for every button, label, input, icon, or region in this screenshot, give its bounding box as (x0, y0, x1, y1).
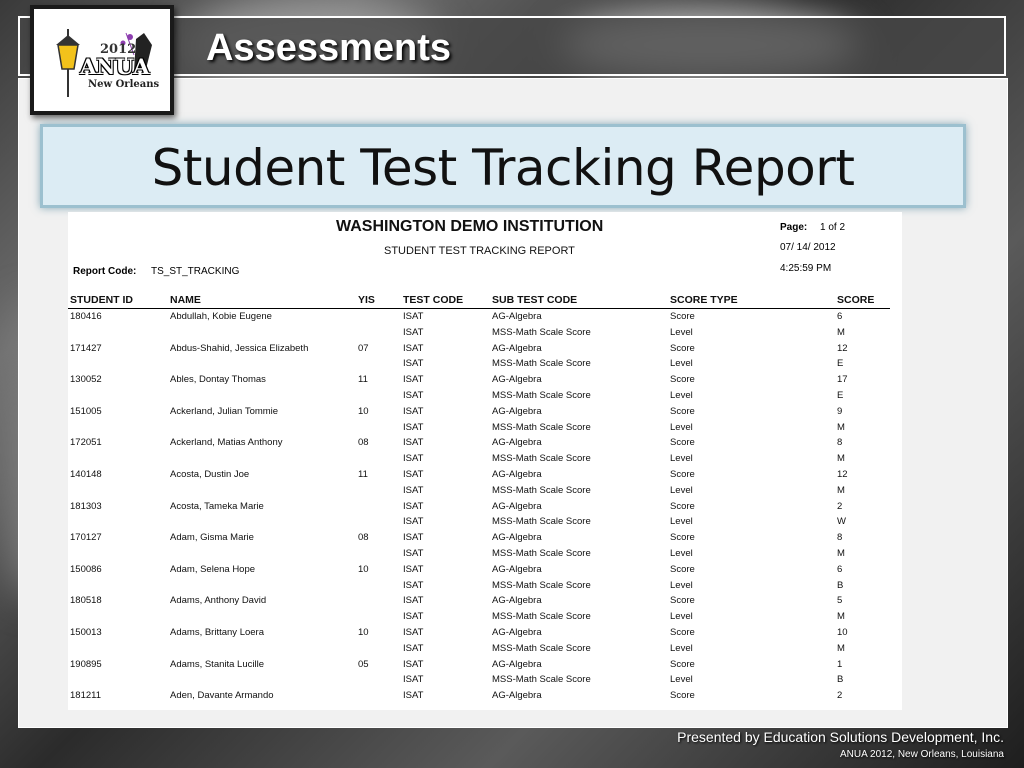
cell-score-type: Score (670, 468, 695, 480)
cell-score-type: Level (670, 611, 693, 623)
cell-test-code: ISAT (403, 626, 424, 638)
cell-score: M (837, 547, 845, 559)
cell-score-type: Score (670, 342, 695, 354)
cell-score-type: Score (670, 374, 695, 386)
cell-yis: 10 (358, 405, 369, 417)
cell-name: Acosta, Dustin Joe (170, 468, 250, 480)
table-row (68, 689, 890, 705)
cell-sub-test-code: MSS-Math Scale Score (492, 358, 591, 370)
cell-score-type: Score (670, 311, 695, 322)
table-row (68, 626, 890, 642)
cell-sub-test-code: MSS-Math Scale Score (492, 421, 591, 433)
cell-sub-test-code: AG-Algebra (492, 374, 542, 386)
cell-score: 6 (837, 311, 843, 322)
cell-name: Ackerland, Matias Anthony (170, 437, 283, 449)
cell-student-id: 151005 (70, 405, 102, 417)
cell-student-id: 130052 (70, 374, 102, 386)
header-sub-test-code: SUB TEST CODE (492, 294, 578, 306)
cell-score-type: Level (670, 326, 693, 338)
cell-score: 12 (837, 342, 848, 354)
header-yis: YIS (358, 294, 375, 306)
cell-test-code: ISAT (403, 642, 424, 654)
logo-city: New Orleans (88, 79, 160, 90)
cell-sub-test-code: MSS-Math Scale Score (492, 642, 591, 654)
cell-yis: 10 (358, 626, 369, 638)
cell-student-id: 172051 (70, 437, 102, 449)
table-row (68, 405, 890, 421)
table-row (68, 342, 890, 358)
cell-student-id: 170127 (70, 532, 102, 544)
table-row (68, 310, 890, 326)
cell-score-type: Score (670, 595, 695, 607)
cell-sub-test-code: AG-Algebra (492, 437, 542, 449)
cell-student-id: 140148 (70, 468, 102, 480)
cell-name: Acosta, Tameka Marie (170, 500, 264, 512)
cell-test-code: ISAT (403, 579, 424, 591)
cell-student-id: 180518 (70, 595, 102, 607)
cell-name: Adams, Anthony David (170, 595, 267, 607)
cell-sub-test-code: AG-Algebra (492, 690, 542, 702)
cell-sub-test-code: MSS-Math Scale Score (492, 389, 591, 401)
cell-score: B (837, 579, 844, 591)
cell-score: 5 (837, 595, 843, 607)
cell-sub-test-code: AG-Algebra (492, 405, 542, 417)
table-row (68, 500, 890, 516)
cell-score: 17 (837, 374, 848, 386)
cell-score-type: Level (670, 642, 693, 654)
table-row (68, 357, 890, 373)
slide-title: Student Test Tracking Report (151, 139, 855, 197)
cell-score-type: Score (670, 405, 695, 417)
cell-test-code: ISAT (403, 516, 424, 528)
cell-score: W (837, 516, 846, 528)
cell-test-code: ISAT (403, 500, 424, 512)
logo-year: 2012 (100, 42, 137, 57)
cell-score-type: Score (670, 437, 695, 449)
cell-sub-test-code: MSS-Math Scale Score (492, 547, 591, 559)
cell-score-type: Level (670, 547, 693, 559)
cell-score: 2 (837, 500, 843, 512)
cell-test-code: ISAT (403, 342, 424, 354)
cell-name: Aden, Davante Armando (170, 690, 274, 702)
cell-sub-test-code: MSS-Math Scale Score (492, 516, 591, 528)
cell-sub-test-code: MSS-Math Scale Score (492, 579, 591, 591)
cell-score: 1 (837, 658, 843, 670)
table-row (68, 389, 890, 405)
cell-test-code: ISAT (403, 326, 424, 338)
cell-score-type: Score (670, 626, 695, 638)
cell-test-code: ISAT (403, 405, 424, 417)
cell-score: 9 (837, 405, 843, 417)
cell-score-type: Level (670, 453, 693, 465)
table-row (68, 373, 890, 389)
table-row (68, 452, 890, 468)
table-row (68, 547, 890, 563)
cell-score: M (837, 642, 845, 654)
cell-yis: 11 (358, 468, 368, 480)
cell-test-code: ISAT (403, 611, 424, 623)
cell-student-id: 190895 (70, 658, 102, 670)
cell-test-code: ISAT (403, 595, 424, 607)
report-time: 4:25:59 PM (780, 263, 832, 274)
table-row (68, 658, 890, 674)
cell-score-type: Score (670, 532, 695, 544)
cell-score-type: Level (670, 579, 693, 591)
slide-heading: Assessments (206, 27, 452, 69)
cell-score: M (837, 611, 845, 623)
cell-test-code: ISAT (403, 563, 424, 575)
cell-score: M (837, 326, 845, 338)
cell-score-type: Level (670, 421, 693, 433)
cell-name: Adam, Selena Hope (170, 563, 256, 575)
cell-sub-test-code: MSS-Math Scale Score (492, 326, 591, 338)
cell-student-id: 181303 (70, 500, 102, 512)
cell-test-code: ISAT (403, 674, 424, 686)
report-code-value: TS_ST_TRACKING (151, 266, 240, 277)
cell-student-id: 150086 (70, 563, 102, 575)
cell-score-type: Level (670, 484, 693, 496)
table-row (68, 484, 890, 500)
table-row (68, 610, 890, 626)
cell-score-type: Score (670, 690, 695, 702)
table-row (68, 579, 890, 595)
cell-sub-test-code: AG-Algebra (492, 595, 542, 607)
header-score: SCORE (837, 294, 875, 306)
cell-sub-test-code: AG-Algebra (492, 468, 542, 480)
cell-yis: 05 (358, 658, 369, 670)
cell-name: Abdus-Shahid, Jessica Elizabeth (170, 342, 309, 354)
cell-sub-test-code: MSS-Math Scale Score (492, 611, 591, 623)
cell-test-code: ISAT (403, 389, 424, 401)
cell-name: Adams, Brittany Loera (170, 626, 264, 638)
cell-test-code: ISAT (403, 532, 424, 544)
cell-score: 12 (837, 468, 848, 480)
table-row (68, 673, 890, 689)
institution-name: WASHINGTON DEMO INSTITUTION (336, 218, 604, 235)
cell-score: 6 (837, 563, 843, 575)
cell-sub-test-code: AG-Algebra (492, 532, 542, 544)
cell-sub-test-code: AG-Algebra (492, 626, 542, 638)
cell-score: E (837, 358, 844, 370)
cell-sub-test-code: AG-Algebra (492, 658, 542, 670)
cell-test-code: ISAT (403, 421, 424, 433)
table-row (68, 563, 890, 579)
cell-yis: 08 (358, 437, 369, 449)
cell-yis: 11 (358, 374, 368, 386)
cell-yis: 07 (358, 342, 369, 354)
table-row (68, 421, 890, 437)
page-label: Page: (780, 222, 808, 233)
header-score-type: SCORE TYPE (670, 294, 738, 306)
cell-score: M (837, 421, 845, 433)
cell-sub-test-code: MSS-Math Scale Score (492, 453, 591, 465)
cell-score: 8 (837, 532, 843, 544)
cell-sub-test-code: AG-Algebra (492, 563, 542, 575)
cell-score: 2 (837, 690, 843, 702)
cell-score-type: Level (670, 389, 693, 401)
header-name: NAME (170, 294, 201, 306)
cell-name: Abdullah, Kobie Eugene (170, 311, 272, 322)
cell-yis: 08 (358, 532, 369, 544)
cell-score: B (837, 674, 844, 686)
footer-event: ANUA 2012, New Orleans, Louisiana (840, 749, 1004, 760)
report-code-label: Report Code: (73, 266, 137, 277)
table-row (68, 594, 890, 610)
cell-test-code: ISAT (403, 468, 424, 480)
cell-test-code: ISAT (403, 453, 424, 465)
cell-score: 10 (837, 626, 848, 638)
cell-score-type: Score (670, 658, 695, 670)
cell-sub-test-code: AG-Algebra (492, 342, 542, 354)
header-test-code: TEST CODE (403, 294, 464, 306)
report-rows (68, 310, 890, 705)
cell-name: Ackerland, Julian Tommie (170, 405, 279, 417)
cell-student-id: 180416 (70, 311, 102, 322)
logo-name: ANUA (80, 54, 150, 79)
cell-score: M (837, 484, 845, 496)
cell-student-id: 171427 (70, 342, 102, 354)
cell-student-id: 181211 (70, 690, 101, 702)
cell-sub-test-code: MSS-Math Scale Score (492, 674, 591, 686)
cell-sub-test-code: AG-Algebra (492, 500, 542, 512)
cell-score-type: Level (670, 674, 693, 686)
table-row (68, 436, 890, 452)
table-row (68, 468, 890, 484)
report-date: 07/ 14/ 2012 (780, 242, 836, 253)
cell-test-code: ISAT (403, 311, 424, 322)
cell-student-id: 150013 (70, 626, 102, 638)
cell-name: Adams, Stanita Lucille (170, 658, 264, 670)
anua-logo (30, 5, 174, 115)
cell-sub-test-code: AG-Algebra (492, 311, 542, 322)
cell-test-code: ISAT (403, 484, 424, 496)
cell-sub-test-code: MSS-Math Scale Score (492, 484, 591, 496)
report-document (68, 212, 902, 710)
title-box (40, 124, 966, 208)
cell-test-code: ISAT (403, 658, 424, 670)
table-row (68, 515, 890, 531)
cell-test-code: ISAT (403, 358, 424, 370)
cell-score-type: Score (670, 563, 695, 575)
table-row (68, 531, 890, 547)
header-student-id: STUDENT ID (70, 294, 133, 306)
report-subtitle: STUDENT TEST TRACKING REPORT (384, 245, 575, 257)
footer-presenter: Presented by Education Solutions Development, Inc. (677, 729, 1004, 745)
cell-yis: 10 (358, 563, 369, 575)
cell-score: 8 (837, 437, 843, 449)
cell-name: Adam, Gisma Marie (170, 532, 254, 544)
cell-name: Ables, Dontay Thomas (170, 374, 266, 386)
table-row (68, 642, 890, 658)
cell-score: E (837, 389, 844, 401)
cell-test-code: ISAT (403, 690, 424, 702)
cell-test-code: ISAT (403, 437, 424, 449)
page-number: 1 of 2 (820, 222, 846, 233)
cell-score-type: Level (670, 516, 693, 528)
cell-test-code: ISAT (403, 547, 424, 559)
column-headers (68, 294, 890, 309)
cell-score-type: Level (670, 358, 693, 370)
cell-score-type: Score (670, 500, 695, 512)
table-row (68, 326, 890, 342)
cell-score: M (837, 453, 845, 465)
cell-test-code: ISAT (403, 374, 424, 386)
